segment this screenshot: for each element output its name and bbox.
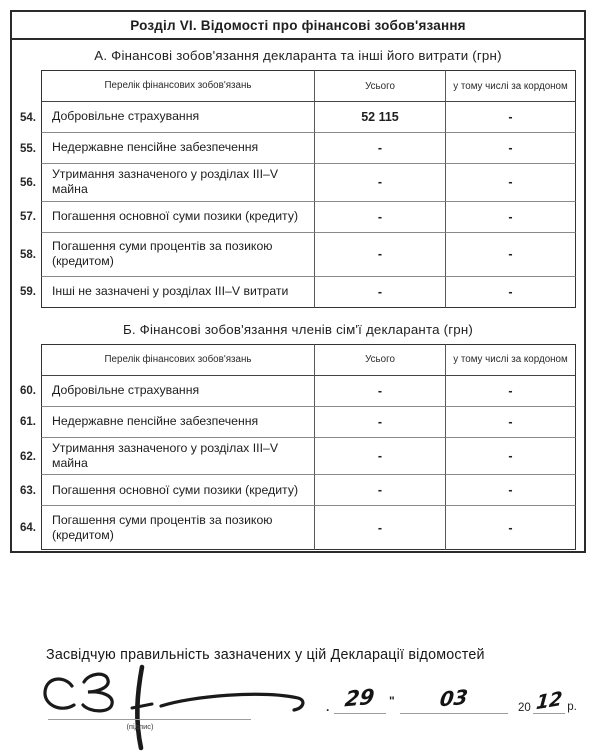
row-total-value: - (315, 202, 446, 233)
row-abroad-value: - (446, 164, 576, 202)
table-row (15, 202, 576, 233)
table-row (15, 376, 576, 407)
table-b-header-row (15, 344, 576, 376)
row-abroad-value: - (446, 438, 576, 476)
column-header-list: Перелік фінансових зобов'язань (41, 344, 315, 376)
table-row (15, 133, 576, 164)
table-row (15, 277, 576, 308)
row-number: 56. (20, 176, 36, 189)
row-total-value: - (315, 475, 446, 506)
row-label: Погашення суми процентів за позикою (кредитом) (41, 233, 315, 277)
row-total-value: - (315, 438, 446, 476)
row-label: Погашення суми процентів за позикою (кредитом) (41, 506, 315, 550)
table-row (15, 506, 576, 550)
row-number-spacer (15, 70, 41, 102)
row-abroad-value: - (446, 407, 576, 438)
handwritten-day: 29 (343, 684, 377, 712)
row-label: Добровільне страхування (41, 102, 315, 133)
row-abroad-value: - (446, 475, 576, 506)
table-row (15, 102, 576, 133)
row-total-value: - (315, 277, 446, 308)
column-header-total: Усього (315, 344, 446, 376)
table-row (15, 407, 576, 438)
row-label: Добровільне страхування (41, 376, 315, 407)
row-label: Утримання зазначеного у розділах III–V майна (41, 164, 315, 202)
row-label: Утримання зазначеного у розділах III–V майна (41, 438, 315, 476)
form-section-box (10, 10, 586, 553)
date-day-field (334, 686, 386, 714)
signature-caption: (підпис) (126, 722, 154, 731)
row-number: 57. (20, 211, 36, 224)
row-label: Погашення основної суми позики (кредиту) (41, 202, 315, 233)
certification-statement: Засвідчую правильність зазначених у цій Декларації відомостей (46, 647, 485, 663)
section-a-heading: А. Фінансові зобов'язання декларанта та інші його витрати (грн) (94, 48, 502, 63)
table-a-header-row (15, 70, 576, 102)
page-title: Розділ VI. Відомості про фінансові зобов'язання (12, 12, 584, 40)
column-header-list: Перелік фінансових зобов'язань (41, 70, 315, 102)
row-abroad-value: - (446, 202, 576, 233)
row-number: 59. (20, 286, 36, 299)
row-label: Недержавне пенсійне забезпечення (41, 407, 315, 438)
section-b-heading: Б. Фінансові зобов'язання членів сім'ї декларанта (грн) (122, 321, 474, 337)
year-era-label: р. (567, 701, 577, 713)
row-total-value: - (315, 164, 446, 202)
day-quote-left: . (326, 700, 330, 714)
row-number: 54. (20, 111, 36, 124)
row-total-value: - (315, 506, 446, 550)
column-header-total: Усього (315, 70, 446, 102)
table-row (15, 233, 576, 277)
handwritten-month: 03 (438, 684, 470, 712)
table-row (15, 164, 576, 202)
row-abroad-value: - (446, 506, 576, 550)
column-header-abroad: у тому числі за кордоном (446, 344, 576, 376)
row-number: 60. (20, 385, 36, 398)
row-total-value: - (315, 233, 446, 277)
row-number: 64. (20, 522, 36, 535)
row-number: 55. (20, 142, 36, 155)
year-field (518, 687, 577, 715)
row-number-spacer (15, 344, 41, 376)
table-b (15, 344, 576, 551)
row-number: 61. (20, 416, 36, 429)
table-a (15, 70, 576, 308)
year-underline (533, 687, 565, 715)
year-prefix: 20 (518, 702, 531, 714)
row-label: Погашення основної суми позики (кредиту) (41, 475, 315, 506)
row-label: Недержавне пенсійне забезпечення (41, 133, 315, 164)
signature-scribble (28, 660, 338, 755)
row-label: Інші не зазначені у розділах III–V витрати (41, 277, 315, 308)
table-row (15, 475, 576, 506)
row-number: 58. (20, 248, 36, 261)
column-header-abroad: у тому числі за кордоном (446, 70, 576, 102)
handwritten-year: 12 (534, 687, 564, 715)
row-abroad-value: - (446, 277, 576, 308)
row-number: 63. (20, 484, 36, 497)
row-abroad-value: - (446, 376, 576, 407)
row-abroad-value: - (446, 102, 576, 133)
date-month-field (400, 686, 508, 714)
signature-underline (48, 719, 251, 720)
row-total-value: - (315, 376, 446, 407)
row-number: 62. (20, 450, 36, 463)
row-abroad-value: - (446, 233, 576, 277)
row-total-value: - (315, 407, 446, 438)
table-row (15, 438, 576, 476)
row-total-value: - (315, 133, 446, 164)
row-total-value: 52 115 (315, 102, 446, 133)
day-quote-right: " (389, 694, 395, 708)
row-abroad-value: - (446, 133, 576, 164)
